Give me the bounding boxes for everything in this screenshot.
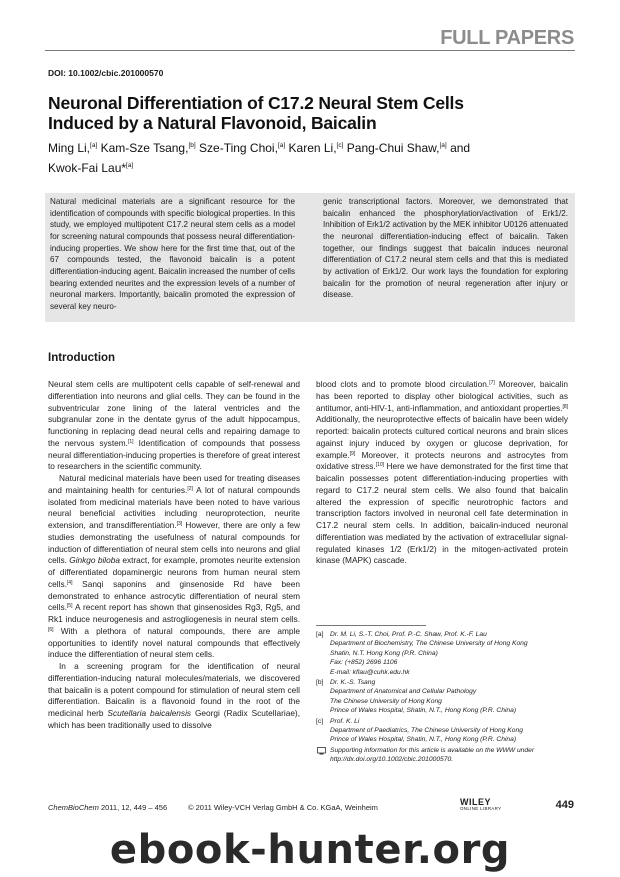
journal-name: ChemBioChem (48, 803, 99, 812)
affiliation (316, 717, 576, 745)
citation-ref: [3] (176, 521, 183, 527)
text-run: Neural stem cells are multipotent cells capable of self-renewal and differentiation into neurons and glial cells. They can be found in the subventricular zone lining of the lateral ventricles and the subgranular zone in the dentate gyrus of the adult hippocampus, functioning in replacing dead neural cells and repairing damage to the nervous system. (48, 379, 300, 448)
text-run: Here we have demonstrated for the first time that baicalin possesses potent differentiation-inducing properties with regard to C17.2 neural stem cells. We also found that baicalin altered the expression of specific neurotrophic factors and transcription factors involved in neuronal cell fate determination in C17.2 neural stem cells. In addition, baicalin-induced neuronal differentiation was mediated by the activation of extracellular signal-regulated kinases 1/2 (Erk1/2) in the mitogen-activated protein kinase (MAPK) cascade. (316, 461, 569, 566)
citation-ref: [2] (187, 485, 193, 492)
paragraph (48, 661, 300, 732)
abstract-box (45, 193, 575, 322)
paragraph (316, 379, 568, 567)
affiliations (316, 630, 576, 765)
section-label: FULL PAPERS (440, 27, 574, 49)
text-run: Additionally, the neuroprotective effects of baicalin have been widely reported: baicalin protects cultured cortical neurons and brain slices against injury induced by oxygen or glucose deprivation, for example. (316, 414, 568, 460)
document-icon (317, 747, 326, 755)
affiliation (316, 678, 576, 716)
affiliation-rule (316, 625, 426, 626)
abstract-left: Natural medicinal materials are a significant resource for the identification of compounds with specific biological properties. In this study, we employed multipotent C17.2 neural stem cells as a model for screening natural compounds that possess neural differentiation-inducing properties. We show here for the first time that, out of the 67 compounds tested, the flavonoid baicalin is a potent differentiation-inducing agent. Baicalin increased the number of cells bearing extended neurites and the expression levels of a number of neuronal markers. Importantly, baicalin promoted the expression of several key neuro- (50, 197, 295, 311)
affiliation-line: The Chinese University of Hong Kong (330, 697, 442, 705)
italic-text: Scutellaria baicalensis (107, 708, 192, 718)
page-footer (48, 799, 578, 815)
affiliation-line: Prof. K. Li (330, 717, 360, 725)
author-list (48, 137, 568, 177)
body-column-right (316, 379, 568, 567)
author: Kam-Sze Tsang, (100, 141, 189, 155)
article-title (48, 93, 568, 133)
doi: DOI: 10.1002/cbic.201000570 (48, 68, 164, 78)
abstract-right: genic transcriptional factors. Moreover, we demonstrated that baicalin enhanced the phosphorylation/activation of Erk1/2. Inhibition of Erk1/2 activation by the MEK inhibitor U0126 attenuated the neuronal differentiation-inducing effect of baicalin. Taken together, our findings suggest that baicalin induces neuronal differentiation of C17.2 neural stem cells and that this is mediated by activation of Erk1/2. Our work lays the foundation for exploring baicalin for the promotion of neural regeneration after injury or disease. (323, 197, 568, 300)
citation-ref: [4] (66, 579, 73, 586)
text-run: A recent report has shown that ginsenosides Rg3, Rg5, and Rk1 induce neurogenesis and astrogliogenesis in neural stem cells. (48, 602, 300, 624)
header-rule (45, 50, 575, 51)
citation-ref: [6] (48, 626, 54, 633)
author-conjunction: and (446, 141, 471, 155)
text-run: blood clots and to promote blood circulation. (316, 379, 490, 389)
author: Pang-Chui Shaw, (346, 141, 440, 155)
title-line-2: Induced by a Natural Flavonoid, Baicalin (48, 113, 377, 133)
text-run: Georgi (Radix Scutellariae), which has been traditionally used to dissolve (48, 708, 301, 730)
author-affiliation: [a] (90, 142, 98, 149)
introduction-heading: Introduction (48, 352, 116, 364)
text-run: Identification of compounds that possess neural differentiation-inducing properties is therefore of great interest to researchers in the scientific community. (48, 437, 300, 472)
citation-ref: [5] (66, 603, 73, 610)
watermark: ebook-hunter.org (109, 827, 511, 873)
text-run: Moreover, it protects neurons and astrocytes from oxidative stress. (316, 449, 568, 472)
affiliation-line: Shatin, N.T. Hong Kong (P.R. China) (330, 649, 438, 657)
author-affiliation: [a] (126, 162, 134, 169)
author: Kwok-Fai Lau* (48, 161, 127, 175)
wiley-logo-text: WILEY (460, 797, 491, 807)
affiliation-tag: [a] (316, 631, 324, 638)
supporting-info (316, 746, 576, 765)
affiliation-email[interactable]: E-mail: kflau@cuhk.edu.hk (330, 668, 410, 676)
copyright: © 2011 Wiley-VCH Verlag GmbH & Co. KGaA, Weinheim (188, 803, 378, 812)
author: Ming Li, (48, 141, 91, 155)
affiliation-line: Department of Anatomical and Cellular Pathology (330, 688, 477, 696)
paragraph (48, 473, 300, 661)
journal-citation (48, 803, 167, 812)
affiliation-line: Department of Biochemistry, The Chinese University of Hong Kong (330, 640, 528, 648)
citation-ref: [7] (489, 380, 495, 386)
affiliation-line: Prince of Wales Hospital, Shatin, N.T., Hong Kong (P.R. China) (330, 736, 517, 744)
text-run: Natural medicinal materials have been used for treating diseases and maintaining health for centuries. (48, 473, 300, 495)
author-affiliation: [c] (336, 142, 344, 149)
affiliation-line: Fax: (+852) 2696 1106 (330, 659, 398, 667)
text-run: Moreover, baicalin has been reported to display other biological activities, such as antitumor, anti-HIV-1, anti-inflammation, and antioxidant properties. (316, 379, 568, 413)
text-run: However, there are only a few studies demonstrating the usefulness of natural compounds for induction of differentiation of neural stem cells into neurons and glial cells. (48, 520, 300, 566)
citation-ref: [1] (127, 438, 134, 445)
text-run: A lot of natural compounds isolated from medicinal materials have been noted to have various neural beneficial activities including neuroprotection, neurite extension, and transdifferentiation. (48, 484, 300, 530)
author-affiliation: [b] (188, 142, 196, 149)
affiliation-tag: [b] (316, 679, 324, 687)
body-column-left (48, 379, 300, 732)
wiley-logo-sub: ONLINE LIBRARY (460, 806, 502, 811)
wiley-logo (460, 797, 501, 811)
affiliation-line: Dr. M. Li, S.-T. Choi, Prof. P.-C. Shaw, Prof. K.-F. Lau (330, 631, 487, 638)
supporting-info-link[interactable]: http://dx.doi.org/10.1002/cbic.201000570. (330, 756, 454, 764)
affiliation (316, 630, 576, 677)
author: Sze-Ting Choi, (199, 141, 278, 155)
affiliation-tag: [c] (316, 717, 324, 725)
author-affiliation: [a] (277, 142, 286, 149)
author-affiliation: [a] (439, 142, 447, 149)
affiliation-line: Dr. K.-S. Tsang (330, 679, 376, 687)
paragraph (48, 379, 300, 473)
citation-ref: [8] (562, 403, 568, 410)
author: Karen Li, (288, 141, 337, 155)
title-line-1: Neuronal Differentiation of C17.2 Neural Stem Cells (48, 93, 464, 113)
citation-details: 2011, 12, 449 – 456 (98, 803, 168, 812)
citation-ref: [9] (349, 450, 356, 457)
text-run: In a screening program for the identification of neural differentiation-inducing natural molecules/materials, we discovered that baicalin is a potent compound for stimulation of neural stem cell differentiation. Baicalin is a flavonoid found in the root of the medicinal herb (48, 661, 300, 718)
text-run: With a plethora of natural compounds, there are ample opportunities to identify novel natural compounds that effectively induce the differentiation of neural stem cells. (48, 625, 300, 660)
supporting-info-text: Supporting information for this article is available on the WWW under (330, 746, 535, 754)
affiliation-line: Prince of Wales Hospital, Shatin, N.T., Hong Kong (P.R. China) (330, 707, 517, 715)
text-run: Sanqi saponins and ginsenoside Rd have been demonstrated to enhance astrocytic differentiation of neural stem cells. (48, 578, 300, 613)
text-run: extract, for example, promotes neurite extension of differentiated dopaminergic neurons from human neural stem cells. (48, 555, 300, 589)
affiliation-line: Department of Paediatrics, The Chinese University of Hong Kong (330, 727, 523, 735)
italic-text: Ginkgo biloba (69, 555, 120, 566)
page-number: 449 (555, 799, 574, 811)
citation-ref: [10] (375, 462, 385, 469)
